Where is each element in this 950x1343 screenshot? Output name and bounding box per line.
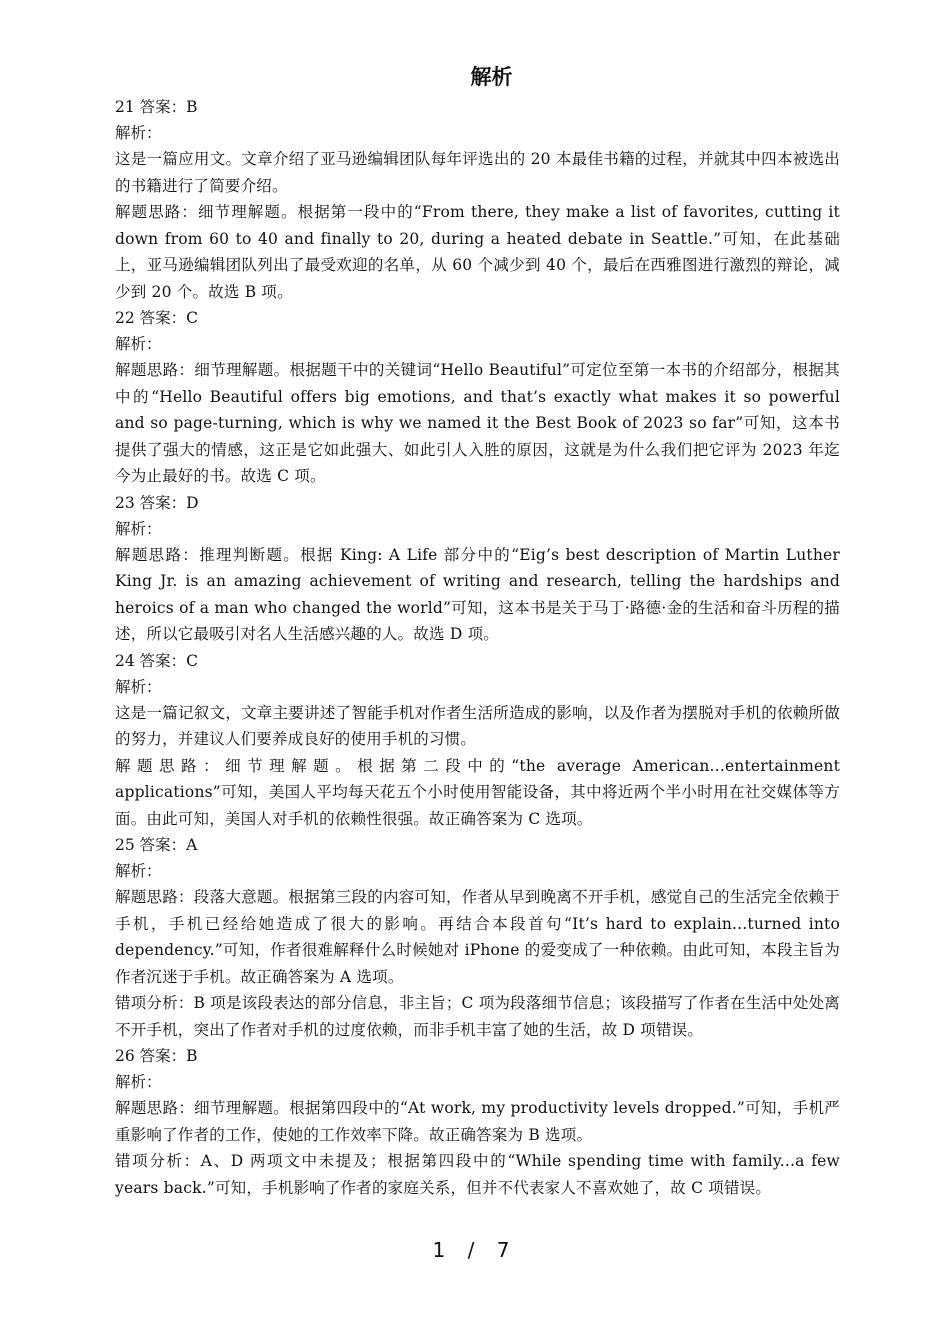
analysis-paragraph-21-1: 这是一篇应用文。文章介绍了亚马逊编辑团队每年评选出的 20 本最佳书籍的过程，并就其中四本被选出的书籍进行了简要介绍。: [115, 150, 840, 195]
answer-label-26: 26 答案：B: [115, 1047, 198, 1065]
answer-label-24: 24 答案：C: [115, 651, 199, 670]
analysis-paragraph-25-2: 错项分析：B 项是该段表达的部分信息，非主旨；C 项为段落细节信息；该段描写了作者在生活中处处离不开手机，突出了作者对手机的过度依赖，而非手机丰富了她的生活，故 D 项错误。: [115, 994, 840, 1039]
analysis-paragraph-23-1: 解题思路：推理判断题。根据 King: A Life 部分中的“Eig’s best description of Martin Luther King Jr. is an amazing achievement of writing and research, telling the hardships and heroics of a man who changed the world”可知，这本书是关于马丁·路德·金的生活和奋斗历程的描述，所以它最吸引对名人生活感兴趣的人。故选 D 项。: [115, 545, 840, 643]
analysis-paragraph-22-1: 解题思路：细节理解题。根据题干中的关键词“Hello Beautiful”可定位至第一本书的介绍部分，根据其中的“Hello Beautiful offers big emotions, and that’s exactly what makes it so powerful and so page-turning, which is why we named it the Best Book of 2023 so far”可知，这本书提供了强大的情感，这正是它如此强大、如此引人入胜的原因，这就是为什么我们把它评为 2023 年迄今为止最好的书。故选 C 项。: [115, 361, 840, 485]
answer-label-23: 23 答案：D: [115, 493, 199, 512]
analysis-label-24: 解析：: [115, 677, 162, 696]
analysis-paragraph-24-1: 这是一篇记叙文，文章主要讲述了智能手机对作者生活所造成的影响，以及作者为摆脱对手机的依赖所做的努力，并建议人们要养成良好的使用手机的习惯。: [115, 703, 840, 748]
answer-label-22: 22 答案：C: [115, 309, 199, 327]
analysis-paragraph-26-1: 解题思路：细节理解题。根据第四段中的“At work, my productivity levels dropped.”可知，手机严重影响了作者的工作，使她的工作效率下降。故正确答案为 B 选项。: [115, 1099, 840, 1144]
answer-label-21: 21 答案：B: [115, 98, 198, 116]
analysis-label-25: 解析：: [115, 862, 162, 880]
analysis-paragraph-25-1: 解题思路：段落大意题。根据第三段的内容可知，作者从早到晚离不开手机，感觉自己的生活完全依赖于手机，手机已经给她造成了很大的影响。再结合本段首句“It’s hard to explain...turned into dependency.”可知，作者很难解释什么时候她对 iPhone 的爱变成了一种依赖。由此可知，本段主旨为作者沉迷于手机。故正确答案为 A 选项。: [115, 888, 840, 986]
analysis-label-23: 解析：: [115, 519, 162, 538]
answer-block-22: [115, 305, 840, 490]
analysis-paragraph-24-2: 解题思路：细节理解题。根据第二段中的“the average American...entertainment applications”可知，美国人平均每天花五个小时使用智能设备，其中将近两个半小时用在社交媒体等方面。由此可知，美国人对手机的依赖性很强。故正确答案为 C 选项。: [115, 756, 840, 828]
document-page: [115, 62, 840, 1201]
analysis-label-21: 解析：: [115, 124, 162, 142]
page-number: 1 / 7: [432, 1238, 518, 1262]
analysis-paragraph-26-2: 错项分析：A、D 两项文中未提及；根据第四段中的“While spending time with family...a few years back.”可知，手机影响了作者的家庭关系，但并不代表家人不喜欢她了，故 C 项错误。: [115, 1152, 840, 1197]
page-title: 解析: [470, 64, 513, 89]
answer-block-23: [115, 490, 840, 648]
answer-block-26: [115, 1043, 840, 1201]
answer-block-24: [115, 648, 840, 833]
answer-label-25: 25 答案：A: [115, 836, 198, 854]
answer-block-25: [115, 832, 840, 1043]
analysis-label-26: 解析：: [115, 1073, 162, 1091]
answer-block-21: [115, 94, 840, 305]
analysis-label-22: 解析：: [115, 335, 162, 353]
analysis-paragraph-21-2: 解题思路：细节理解题。根据第一段中的“From there, they make a list of favorites, cutting it down from 60 to 40 and finally to 20, during a heated debate in Seattle.”可知，在此基础上，亚马逊编辑团队列出了最受欢迎的名单，从 60 个减少到 40 个，最后在西雅图进行激烈的辩论，减少到 20 个。故选 B 项。: [115, 203, 840, 301]
